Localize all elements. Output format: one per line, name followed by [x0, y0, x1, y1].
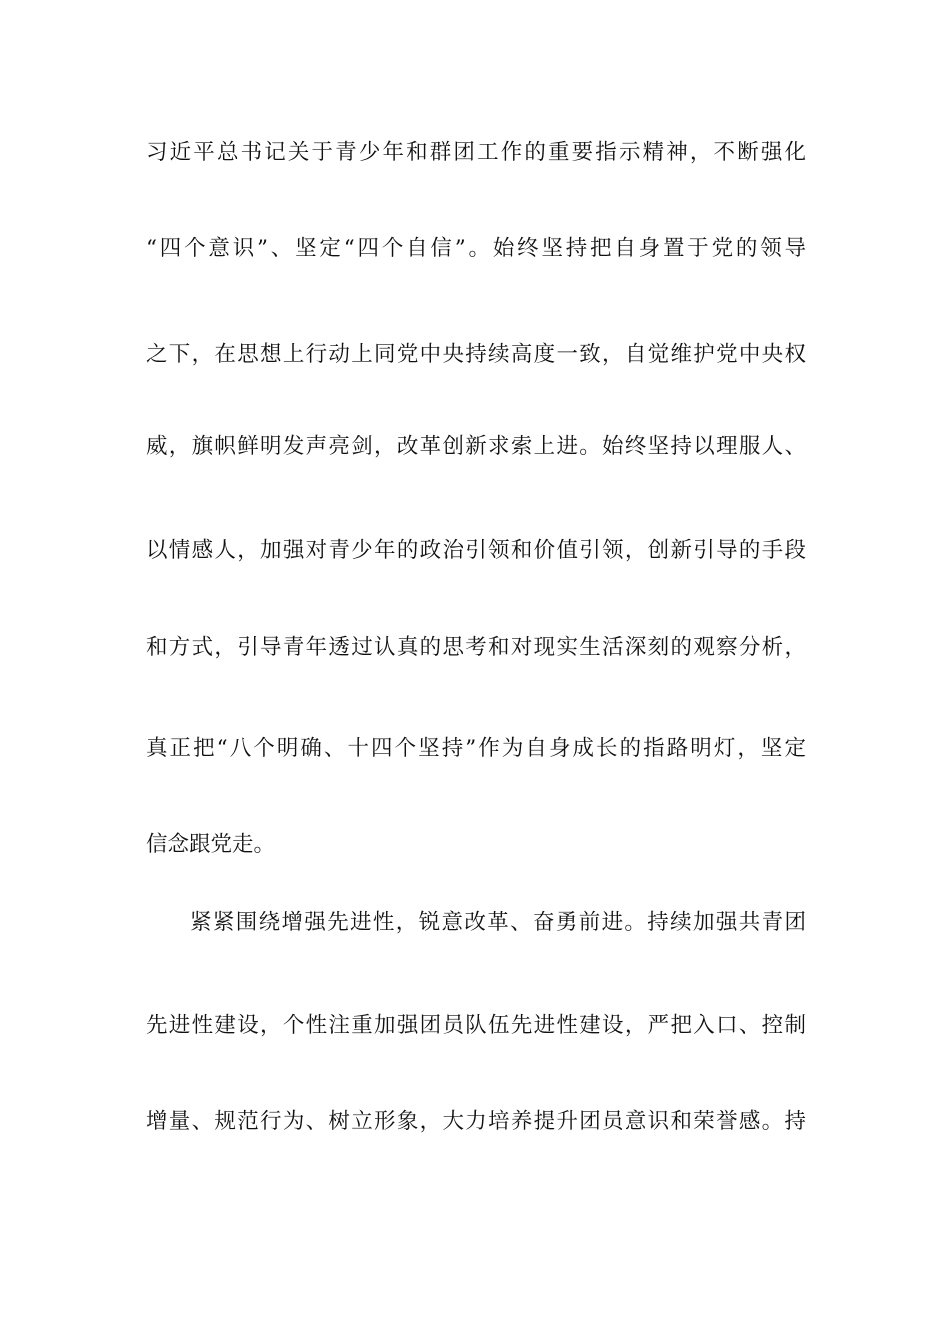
paragraph-line: 先进性建设，个性注重加强团员队伍先进性建设，严把入口、控制 — [146, 1013, 806, 1038]
paragraph-line: 之下，在思想上行动上同党中央持续高度一致，自觉维护党中央权 — [146, 342, 806, 367]
paragraph-line: 习近平总书记关于青少年和群团工作的重要指示精神，不断强化 — [146, 140, 806, 165]
paragraph-line: 真正把“八个明确、十四个坚持”作为自身成长的指路明灯，坚定 — [146, 736, 806, 761]
paragraph-line: 以情感人，加强对青少年的政治引领和价值引领，创新引导的手段 — [146, 538, 806, 563]
paragraph-line: 信念跟党走。 — [146, 832, 276, 857]
paragraph-line: 威，旗帜鲜明发声亮剑，改革创新求索上进。始终坚持以理服人、 — [146, 434, 806, 459]
paragraph-line: “四个意识”、坚定“四个自信”。始终坚持把自身置于党的领导 — [146, 236, 806, 261]
paragraph-line: 增量、规范行为、树立形象，大力培养提升团员意识和荣誉感。持 — [146, 1109, 806, 1134]
paragraph-line: 和方式，引导青年透过认真的思考和对现实生活深刻的观察分析， — [146, 635, 806, 660]
paragraph-line: 紧紧围绕增强先进性，锐意改革、奋勇前进。持续加强共青团 — [190, 910, 806, 935]
